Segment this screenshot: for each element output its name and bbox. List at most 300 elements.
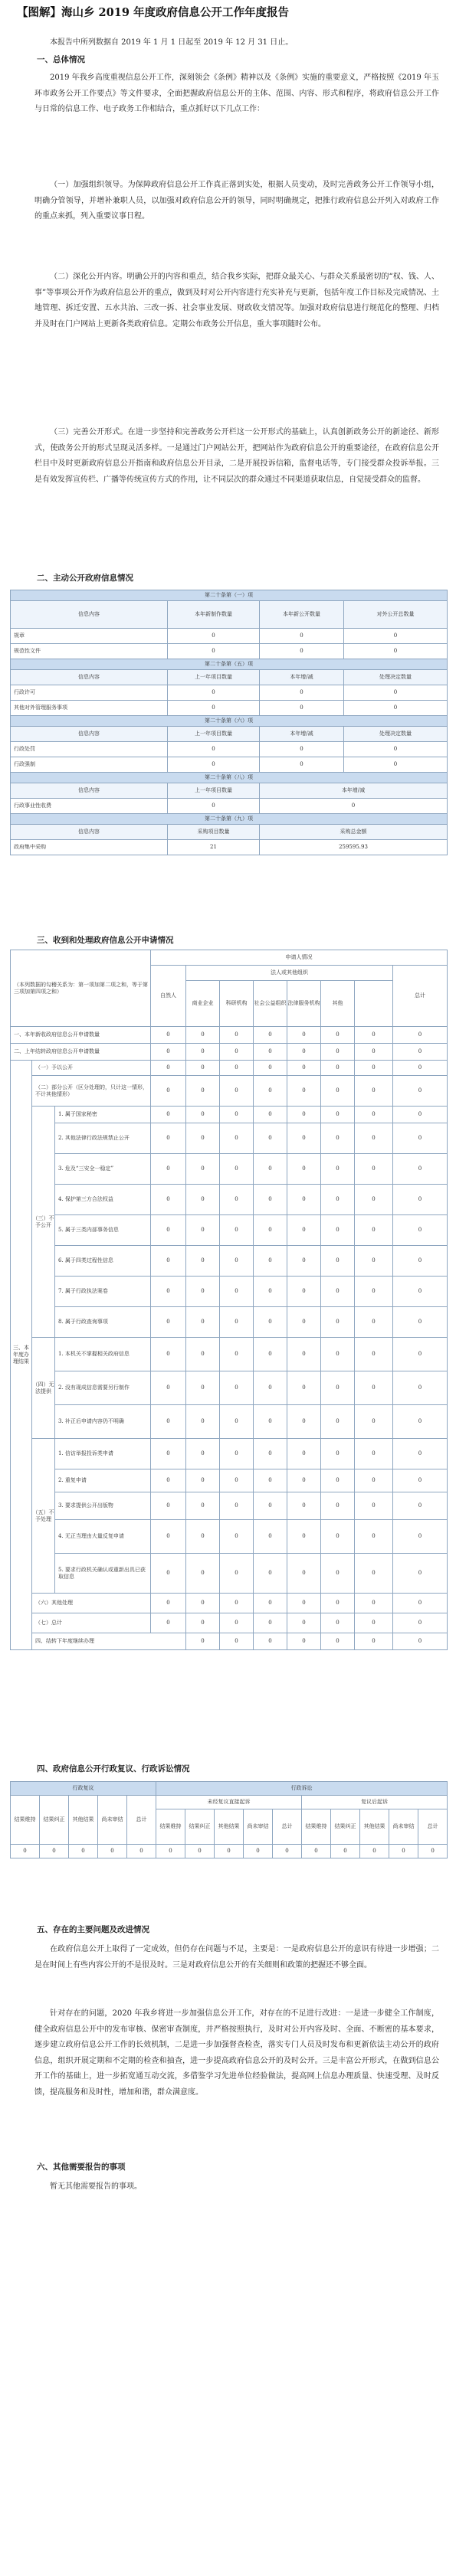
- report-intro: 本报告中所列数据自 2019 年 1 月 1 日起至 2019 年 12 月 31 日止。: [50, 38, 294, 47]
- cell: 0: [186, 1338, 220, 1371]
- col-header: 信息内容: [11, 601, 168, 629]
- cell: 0: [254, 1154, 287, 1185]
- row-label: 1. 信访举报投诉类申请: [55, 1439, 151, 1469]
- col-header: 社会公益组织: [254, 981, 287, 1027]
- cell: 0: [287, 1633, 321, 1650]
- cell: 0: [355, 1492, 393, 1520]
- cell: 0: [389, 1845, 418, 1858]
- cell: 0: [355, 1123, 393, 1154]
- cell: 0: [151, 1554, 186, 1594]
- row-label: 规章: [11, 629, 168, 644]
- cell: 0: [220, 1185, 254, 1215]
- cell: 0: [321, 1215, 355, 1246]
- section-1-heading: 一、总体情况: [37, 55, 85, 64]
- col-header: 处理决定数量: [344, 670, 448, 685]
- cell: 0: [393, 1594, 448, 1613]
- cell: 0: [287, 1594, 321, 1613]
- cell: 0: [321, 1594, 355, 1613]
- cell: 0: [287, 1154, 321, 1185]
- cell: 0: [287, 1027, 321, 1044]
- cell: 0: [355, 1044, 393, 1061]
- cell: 0: [254, 1185, 287, 1215]
- cell: 0: [393, 1307, 448, 1338]
- cell: 0: [344, 742, 448, 757]
- row-label: 2. 重复申请: [55, 1469, 151, 1492]
- row-label: （六）其他处理: [32, 1594, 151, 1613]
- cell: 0: [151, 1185, 186, 1215]
- cell: 0: [321, 1027, 355, 1044]
- natural-person-header: 自然人: [151, 966, 186, 1027]
- cell: 0: [151, 1027, 186, 1044]
- cell: 0: [254, 1061, 287, 1076]
- row-label: 行政许可: [11, 685, 168, 701]
- col-header: 尚未审结: [244, 1809, 273, 1845]
- cell: 0: [321, 1154, 355, 1185]
- cell: 0: [287, 1338, 321, 1371]
- cell: 0: [168, 701, 260, 716]
- cell: 0: [287, 1246, 321, 1277]
- cell: 0: [186, 1633, 220, 1650]
- cell: 0: [355, 1594, 393, 1613]
- cell: 0: [220, 1469, 254, 1492]
- cell: 0: [151, 1520, 186, 1554]
- col-header: 科研机构: [220, 981, 254, 1027]
- cell: 0: [151, 1405, 186, 1439]
- review-header: 行政复议: [11, 1782, 156, 1796]
- cell: 0: [287, 1185, 321, 1215]
- cell: 0: [321, 1371, 355, 1405]
- cell: 0: [273, 1845, 302, 1858]
- cell: 0: [355, 1154, 393, 1185]
- cell: 0: [393, 1044, 448, 1061]
- cell: 0: [287, 1613, 321, 1633]
- row-label: 6. 属于四类过程性信息: [55, 1246, 151, 1277]
- cell: 0: [186, 1123, 220, 1154]
- row-label: 一、本年新收政府信息公开申请数量: [11, 1027, 151, 1044]
- row-label: （一）予以公开: [32, 1061, 151, 1076]
- cell: 0: [186, 1061, 220, 1076]
- application-table: [10, 950, 448, 1650]
- cell: 0: [260, 799, 448, 814]
- cell: 0: [11, 1845, 40, 1858]
- cell: 0: [151, 1338, 186, 1371]
- cell: 0: [168, 644, 260, 659]
- row-label: 2. 没有现成信息需要另行制作: [55, 1371, 151, 1405]
- col-header: 结果维持: [11, 1796, 40, 1845]
- cell: 0: [69, 1845, 98, 1858]
- cell: 0: [321, 1277, 355, 1307]
- cell: 0: [393, 1492, 448, 1520]
- cell: 0: [254, 1076, 287, 1107]
- row-label: 4. 无正当理由大量反复申请: [55, 1520, 151, 1554]
- cell: 0: [344, 685, 448, 701]
- cell: 0: [393, 1520, 448, 1554]
- cell: 0: [220, 1027, 254, 1044]
- cell: 0: [151, 1469, 186, 1492]
- cell: 0: [287, 1277, 321, 1307]
- cell: 0: [186, 1371, 220, 1405]
- row-label: （七）总计: [32, 1613, 151, 1633]
- cell: 0: [287, 1469, 321, 1492]
- cell: 0: [186, 1405, 220, 1439]
- cell: 0: [186, 1027, 220, 1044]
- cell: 0: [355, 1277, 393, 1307]
- cell: 0: [40, 1845, 69, 1858]
- cell: 0: [355, 1439, 393, 1469]
- cell: 0: [355, 1215, 393, 1246]
- cell: 0: [393, 1439, 448, 1469]
- cell: 0: [393, 1554, 448, 1594]
- cell: 0: [287, 1439, 321, 1469]
- col-header: 对外公开总数量: [344, 601, 448, 629]
- active-disclosure-table: [10, 590, 448, 855]
- cell: 0: [321, 1061, 355, 1076]
- cell: 0: [151, 1439, 186, 1469]
- col-header: 结果纠正: [40, 1796, 69, 1845]
- cell: 0: [321, 1405, 355, 1439]
- row-label: 二、上年结转政府信息公开申请数量: [11, 1044, 151, 1061]
- cell: 0: [186, 1076, 220, 1107]
- col-header: 法律服务机构: [287, 981, 321, 1027]
- cell: 0: [344, 629, 448, 644]
- cell: 0: [393, 1185, 448, 1215]
- cell: 0: [321, 1123, 355, 1154]
- cell: 0: [220, 1613, 254, 1633]
- cell: 0: [254, 1027, 287, 1044]
- col-header: 本年新制作数量: [168, 601, 260, 629]
- col-header: 商业企业: [186, 981, 220, 1027]
- row-label: 5. 要求行政机关确认或重新出具已获取信息: [55, 1554, 151, 1594]
- section-6-heading: 六、其他需要报告的事项: [37, 2162, 126, 2172]
- cell: 0: [355, 1613, 393, 1633]
- cell: 0: [254, 1044, 287, 1061]
- cell: 0: [287, 1554, 321, 1594]
- cell: 0: [220, 1633, 254, 1650]
- cell: 0: [344, 757, 448, 773]
- applicant-header: 申请人情况: [151, 950, 448, 966]
- cell: 0: [393, 1107, 448, 1123]
- section-4-heading: 四、政府信息公开行政复议、行政诉讼情况: [37, 1764, 190, 1773]
- col-header: 信息内容: [11, 670, 168, 685]
- cell: 0: [321, 1246, 355, 1277]
- band-2: 第二十条第（五）项: [11, 659, 448, 670]
- cell: 0: [418, 1845, 448, 1858]
- cell: 0: [186, 1154, 220, 1185]
- row-label: 行政强制: [11, 757, 168, 773]
- col-header: 本年增/减: [260, 727, 344, 742]
- cell: 0: [220, 1123, 254, 1154]
- col-header: 本年增/减: [260, 783, 448, 799]
- cell: 0: [220, 1215, 254, 1246]
- row-label: 7. 属于行政执法案卷: [55, 1277, 151, 1307]
- section-1-para-3: （二）深化公开内容。明确公开的内容和重点，结合我乡实际，把群众最关心、与群众关系最密切的“权、钱、人、事”等事项公开作为政府信息公开的重点，做到及时对公开内容进行充实补充与更新，包括年度工作目标及完成情况、土地管理、拆迁安置、五水共治、三改一拆、社会事业发展、财政收支情况等。加强对政府信息进行规范化的整理、归档并及时在门户网站上更新各类政府信息。定期公布政务公开信息，重大事项随时公布。: [34, 273, 439, 329]
- cell: 0: [393, 1469, 448, 1492]
- row-label: 8. 属于行政查询事项: [55, 1307, 151, 1338]
- row-label: 1. 属于国家秘密: [55, 1107, 151, 1123]
- cell: 0: [151, 1215, 186, 1246]
- row-label: 政府集中采购: [11, 840, 168, 855]
- cell: 0: [168, 629, 260, 644]
- section-6-para-1: 暂无其他需要报告的事项。: [50, 2182, 142, 2191]
- col-header: 上一年项目数量: [168, 727, 260, 742]
- cell: 0: [186, 1594, 220, 1613]
- cell: 0: [393, 1154, 448, 1185]
- cell: 0: [254, 1246, 287, 1277]
- cell: 0: [287, 1107, 321, 1123]
- row-label: 3. 要求提供公开出版物: [55, 1492, 151, 1520]
- cell: 0: [254, 1277, 287, 1307]
- col-header: 其他结果: [360, 1809, 389, 1845]
- cell: 0: [156, 1845, 185, 1858]
- cell: 0: [254, 1371, 287, 1405]
- cell: 0: [254, 1338, 287, 1371]
- cell: 0: [287, 1061, 321, 1076]
- cell: 0: [321, 1044, 355, 1061]
- cell: 21: [168, 840, 260, 855]
- cell: 0: [186, 1107, 220, 1123]
- cell: 0: [168, 685, 260, 701]
- cell: 0: [287, 1307, 321, 1338]
- cell: 0: [151, 1107, 186, 1123]
- cell: 0: [355, 1107, 393, 1123]
- cell: 0: [260, 644, 344, 659]
- col-header: 结果维持: [302, 1809, 331, 1845]
- cell: 0: [393, 1277, 448, 1307]
- cell: 0: [151, 1076, 186, 1107]
- cell: 0: [355, 1469, 393, 1492]
- cell: 0: [287, 1371, 321, 1405]
- cell: 0: [186, 1613, 220, 1633]
- band-5: 第二十条第（九）项: [11, 814, 448, 825]
- section-5-heading: 五、存在的主要问题及改进情况: [37, 1925, 149, 1934]
- cell: 0: [220, 1044, 254, 1061]
- cell: 0: [151, 1123, 186, 1154]
- cell: 0: [186, 1554, 220, 1594]
- cell: 0: [360, 1845, 389, 1858]
- row-label: （二）部分公开（区分处理的，只计这一情形，不计其他情形）: [32, 1076, 151, 1107]
- cell: 0: [186, 1215, 220, 1246]
- cell: 0: [186, 1492, 220, 1520]
- cell: 0: [355, 1246, 393, 1277]
- cell: 0: [220, 1246, 254, 1277]
- cell: 0: [287, 1215, 321, 1246]
- direct-lawsuit-header: 未经复议直接起诉: [156, 1796, 302, 1809]
- cell: 0: [186, 1044, 220, 1061]
- row-label: 行政处罚: [11, 742, 168, 757]
- review-lawsuit-table: [10, 1781, 448, 1858]
- section-5-para-2: 针对存在的问题，2020 年我乡将进一步加强信息公开工作，对存在的不足进行改进：一是进一步健全工作制度，健全政府信息公开中的发布审核、保密审查制度，并严格按照执行，及时对公开内容及时、全面、不断密的基本要求，逐步建立政府信息公开工作的长效机制，二是进一步加强督查检查，落实专门人员及时发布和更新依法主动公开的政府信息，组织开展定期和不定期的检查和抽查，进一步提高政府信息公开的及时公开。三是丰富公开形式，在做到信息公开工作的基础上，进一步拓宽通互动交流，多借鉴学习先进单位经验做法，提高网上信息办理质量、快速受理、及时反馈，提高服务和及时性，增加和谐，群众满意度。: [34, 2009, 439, 2097]
- cell: 0: [151, 1371, 186, 1405]
- cell: 0: [321, 1613, 355, 1633]
- cell: 0: [393, 1027, 448, 1044]
- band-3: 第二十条第（六）项: [11, 716, 448, 727]
- cell: 0: [186, 1439, 220, 1469]
- cell: 0: [287, 1492, 321, 1520]
- cell: 0: [393, 1246, 448, 1277]
- after-review-header: 复议后起诉: [302, 1796, 448, 1809]
- cell: 0: [254, 1594, 287, 1613]
- cell: 0: [220, 1554, 254, 1594]
- col-header: 总计: [273, 1809, 302, 1845]
- cell: 0: [321, 1520, 355, 1554]
- cell: 0: [220, 1107, 254, 1123]
- col-header: 结果纠正: [331, 1809, 360, 1845]
- col-header: 总计: [127, 1796, 156, 1845]
- cell: 0: [287, 1123, 321, 1154]
- cell: 0: [151, 1277, 186, 1307]
- cell: 0: [393, 1405, 448, 1439]
- band-1: 第二十条第（一）项: [11, 590, 448, 601]
- section-1-para-1: 2019 年我乡高度重视信息公开工作，深刻领会《条例》精神以及《条例》实施的重要意义，严格按照《2019 年玉环市政务公开工作要点》等文件要求，全面把握政府信息公开的主体、范围、内容、形式和程序，将政府信息公开工作与日常的信息工作、电子政务工作相结合，重点抓好以下几点工作：: [34, 74, 439, 113]
- cell: 0: [260, 629, 344, 644]
- cell: 0: [151, 1307, 186, 1338]
- row-group-label: 三、本年度办理结果: [11, 1061, 32, 1650]
- cell: 0: [168, 742, 260, 757]
- cell: 0: [254, 1405, 287, 1439]
- cell: 0: [186, 1469, 220, 1492]
- cell: 0: [260, 701, 344, 716]
- row-label: 3. 补正后申请内容仍不明确: [55, 1405, 151, 1439]
- cell: 0: [186, 1277, 220, 1307]
- cell: 0: [355, 1338, 393, 1371]
- cell: 0: [260, 685, 344, 701]
- col-header: 尚未审结: [389, 1809, 418, 1845]
- cell: 0: [254, 1107, 287, 1123]
- cell: 0: [220, 1076, 254, 1107]
- cell: 0: [254, 1633, 287, 1650]
- col-header: 信息内容: [11, 783, 168, 799]
- cell: 0: [355, 1405, 393, 1439]
- cell: 0: [393, 1076, 448, 1107]
- cell: 0: [220, 1371, 254, 1405]
- cell: 0: [168, 799, 260, 814]
- cell: 0: [321, 1076, 355, 1107]
- cell: 0: [393, 1338, 448, 1371]
- cell: 0: [151, 1613, 186, 1633]
- cell: 0: [321, 1107, 355, 1123]
- col-header: 尚未审结: [98, 1796, 127, 1845]
- col-header: 采购项目数量: [168, 825, 260, 840]
- cell: 0: [355, 1076, 393, 1107]
- cell: 0: [393, 1633, 448, 1650]
- row-label: 2. 其他法律行政法规禁止公开: [55, 1123, 151, 1154]
- cell: 0: [355, 1554, 393, 1594]
- cell: 0: [220, 1061, 254, 1076]
- cell: 0: [185, 1845, 215, 1858]
- cell: 0: [321, 1492, 355, 1520]
- row-sub-group-label: （三）不予公开: [32, 1107, 55, 1338]
- cell: 0: [344, 701, 448, 716]
- col-header: 其他结果: [69, 1796, 98, 1845]
- cell: 0: [220, 1439, 254, 1469]
- cell: 0: [321, 1439, 355, 1469]
- cell: 0: [355, 1633, 393, 1650]
- section-5-para-1: 在政府信息公开上取得了一定成效，但仍存在问题与不足，主要是：一是政府信息公开的意识有待进一步增强；二是在时间上有些内容公开的不是很及时。三是对政府信息公开的有关细则和政策的把握还不够全面。: [34, 1945, 439, 1970]
- cell: 0: [355, 1520, 393, 1554]
- cell: 0: [321, 1185, 355, 1215]
- row-label: 行政事业性收费: [11, 799, 168, 814]
- section-1-para-2: （一）加强组织领导。为保障政府信息公开工作真正落到实处，根据人员变动，及时完善政务公开工作领导小组，明确分管领导，并增补兼职人员，以加强对政府信息公开的领导，同时明确规定，把推行政府信息公开列入对政府工作的重点来抓，列入重要议事日程。: [34, 181, 439, 221]
- cell: 0: [287, 1044, 321, 1061]
- cell: 0: [287, 1520, 321, 1554]
- cell: 0: [260, 742, 344, 757]
- col-header: 结果维持: [156, 1809, 185, 1845]
- col-header: 处理决定数量: [344, 727, 448, 742]
- cell: 0: [321, 1554, 355, 1594]
- cell: 0: [186, 1185, 220, 1215]
- cell: 0: [287, 1405, 321, 1439]
- cell: 0: [321, 1338, 355, 1371]
- cell: 0: [254, 1123, 287, 1154]
- cell: 0: [393, 1371, 448, 1405]
- col-header: 其他结果: [215, 1809, 244, 1845]
- cell: 0: [151, 1154, 186, 1185]
- row-label: 4. 保护第三方合法权益: [55, 1185, 151, 1215]
- cell: 0: [186, 1246, 220, 1277]
- cell: 0: [355, 1371, 393, 1405]
- col-header: 信息内容: [11, 727, 168, 742]
- cell: 0: [321, 1307, 355, 1338]
- cell: 0: [254, 1215, 287, 1246]
- cell: 0: [220, 1277, 254, 1307]
- col-header: 总计: [418, 1809, 448, 1845]
- col-header: 本年增/减: [260, 670, 344, 685]
- cell: 0: [331, 1845, 360, 1858]
- cell: 0: [244, 1845, 273, 1858]
- col-header: 其他: [321, 981, 355, 1027]
- cell: 0: [220, 1405, 254, 1439]
- col-header: 本年新公开数量: [260, 601, 344, 629]
- row-label: 1. 本机关不掌握相关政府信息: [55, 1338, 151, 1371]
- cell: 0: [344, 644, 448, 659]
- cell: 0: [302, 1845, 331, 1858]
- cell: 0: [254, 1492, 287, 1520]
- row-label: 其他对外管理服务事项: [11, 701, 168, 716]
- cell: 0: [215, 1845, 244, 1858]
- cell: 0: [254, 1554, 287, 1594]
- report-title: 【图解】海山乡 2019 年度政府信息公开工作年度报告: [17, 6, 289, 19]
- section-1-para-4: （三）完善公开形式。在进一步坚持和完善政务公开栏这一公开形式的基础上，认真创新政务公开的新途径、新形式，使政务公开的形式呈现灵活多样。一是通过门户网站公开，把网站作为政府信息公开的重要途径，在政府信息公开栏目中及时更新政府信息公开指南和政府信息公开目录，二是开展投诉信箱，监督电话等，专门接受群众投诉举报。三是有效发挥宣传栏、广播等传统宣传方式的作用，让不同层次的群众通过不同渠道获取信息，自觉接受群众的监督。: [34, 428, 439, 484]
- band-4: 第二十条第（八）项: [11, 773, 448, 783]
- cell: 259595.93: [260, 840, 448, 855]
- cell: 0: [355, 1307, 393, 1338]
- table-corner-note: （本列数据的勾稽关系为：第一项加第二项之和，等于第三项加第四项之和）: [11, 950, 151, 1027]
- section-3-heading: 三、收到和处理政府信息公开申请情况: [37, 936, 174, 945]
- cell: 0: [355, 1027, 393, 1044]
- cell: 0: [127, 1845, 156, 1858]
- cell: 0: [254, 1439, 287, 1469]
- row-sub-group-label: （四）无法提供: [32, 1338, 55, 1439]
- cell: 0: [220, 1154, 254, 1185]
- cell: 0: [254, 1307, 287, 1338]
- col-header: 上一年项目数量: [168, 670, 260, 685]
- row-label: 5. 属于三类内部事务信息: [55, 1215, 151, 1246]
- cell: 0: [220, 1307, 254, 1338]
- cell: 0: [355, 1185, 393, 1215]
- cell: 0: [151, 1061, 186, 1076]
- cell: 0: [220, 1520, 254, 1554]
- cell: 0: [186, 1307, 220, 1338]
- cell: 0: [220, 1594, 254, 1613]
- cell: 0: [260, 757, 344, 773]
- cell: 0: [186, 1520, 220, 1554]
- cell: 0: [151, 1246, 186, 1277]
- cell: 0: [254, 1520, 287, 1554]
- cell: 0: [287, 1076, 321, 1107]
- cell: 0: [151, 1492, 186, 1520]
- cell: 0: [151, 1594, 186, 1613]
- cell: 0: [98, 1845, 127, 1858]
